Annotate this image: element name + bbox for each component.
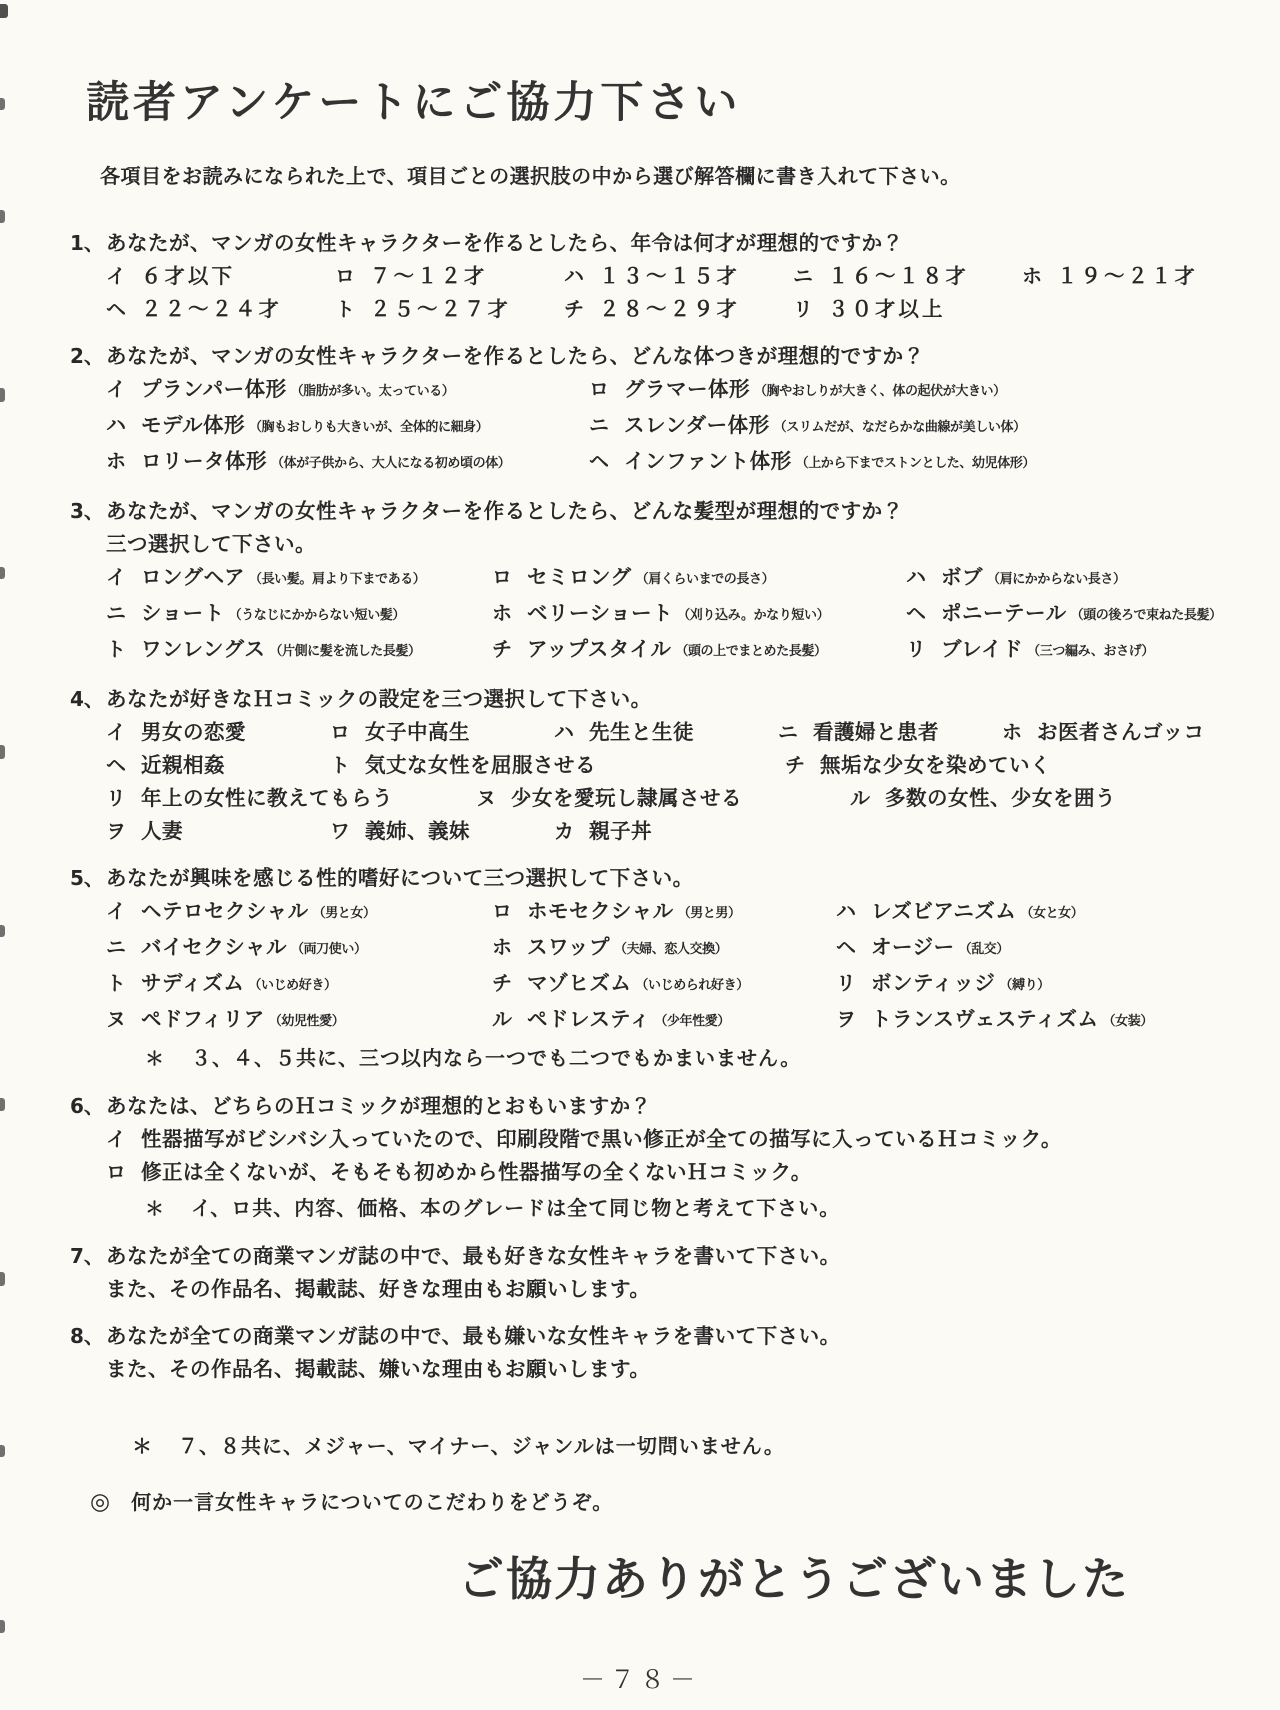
option-key: リ	[906, 636, 926, 661]
option-label: スレンダー体形	[624, 412, 770, 437]
option-ロ	[330, 716, 554, 749]
question-8	[70, 1320, 1225, 1386]
double-circle-marker: ◎	[90, 1488, 111, 1515]
option-ロ	[589, 373, 1024, 409]
option-label: 人妻	[141, 818, 183, 843]
option-key: ホ	[106, 448, 126, 473]
option-ロ	[492, 561, 906, 597]
option-label: インファント体形	[624, 448, 792, 473]
option-ト	[330, 749, 785, 782]
option-ハ	[906, 561, 1144, 597]
option-ホ	[492, 931, 836, 967]
option-annotation: （女と女）	[1020, 905, 1084, 921]
option-イ	[106, 716, 330, 749]
option-annotation: （男と女）	[312, 905, 376, 921]
option-key: ト	[106, 970, 126, 995]
question-number: 7、	[70, 1243, 104, 1268]
question-6	[70, 1090, 1225, 1226]
option-label: ７～１２才	[370, 263, 488, 288]
option-row	[106, 260, 1225, 293]
question-text: あなたが、マンガの女性キャラクターを作るとしたら、どんな髪型が理想的ですか？	[106, 498, 904, 523]
option-key: チ	[564, 296, 584, 321]
option-label: ホモセクシャル	[527, 898, 674, 923]
option-key: ヲ	[836, 1006, 856, 1031]
option-annotation: （脂肪が多い。太っている）	[290, 383, 455, 399]
option-key: ヘ	[836, 934, 856, 959]
option-annotation: （少年性愛）	[654, 1013, 730, 1029]
option-label: 女子中高生	[365, 719, 470, 744]
option-ハ	[554, 716, 778, 749]
question-subtext: 三つ選択して下さい。	[106, 531, 316, 556]
scan-speck	[0, 1098, 5, 1111]
option-ヘ	[106, 749, 330, 782]
question-number: 4、	[70, 686, 104, 711]
option-row	[106, 1156, 1225, 1189]
option-label: 先生と生徒	[589, 719, 694, 744]
option-label: ２５～２７才	[370, 296, 511, 321]
scan-speck	[0, 1620, 5, 1633]
option-key: ヌ	[106, 1006, 126, 1031]
scan-speck	[0, 567, 5, 579]
question-text: あなたが全ての商業マンガ誌の中で、最も嫌いな女性キャラを書いて下さい。	[106, 1323, 841, 1348]
scan-speck	[0, 210, 5, 223]
question-1	[70, 227, 1225, 326]
option-label: 少女を愛玩し隷属させる	[511, 785, 742, 810]
option-label: 近親相姦	[141, 752, 225, 777]
option-annotation: （いじめられ好き）	[635, 977, 749, 993]
option-label: 無垢な少女を染めていく	[820, 752, 1051, 777]
question-number: 5、	[70, 865, 104, 890]
option-label: セミロング	[527, 564, 632, 589]
option-label: ポニーテール	[941, 600, 1067, 625]
scan-speck	[0, 388, 5, 402]
option-label: ２２～２４才	[141, 296, 282, 321]
option-annotation: （縛り）	[999, 977, 1050, 993]
option-label: 男女の恋愛	[141, 719, 246, 744]
option-label: 性器描写がビシバシ入っていたので、印刷段階で黒い修正が全ての描写に入っているＨコミック。	[141, 1126, 1062, 1151]
question-number: 2、	[70, 343, 104, 368]
option-annotation: （三つ編み、おさげ）	[1027, 643, 1154, 659]
option-label: オージー	[871, 934, 955, 959]
option-label: スワップ	[527, 934, 610, 959]
option-annotation: （胸やおしりが大きく、体の起伏が大きい）	[754, 383, 1006, 399]
question-footnote	[145, 1042, 1225, 1076]
option-label: 親子丼	[589, 818, 652, 843]
option-ル	[492, 1003, 836, 1039]
option-label: １９～２１才	[1057, 263, 1198, 288]
question-text: あなたが全ての商業マンガ誌の中で、最も好きな女性キャラを書いて下さい。	[106, 1243, 841, 1268]
asterisk-marker: ＊	[145, 1047, 165, 1070]
option-key: チ	[492, 636, 512, 661]
option-チ	[564, 293, 793, 326]
option-リ	[793, 293, 964, 326]
option-label: 義姉、義妹	[365, 818, 470, 843]
option-annotation: （男と男）	[677, 905, 741, 921]
option-ニ	[106, 597, 492, 633]
option-label: グラマー体形	[624, 376, 750, 401]
option-key: ト	[106, 636, 126, 661]
question-number: 3、	[70, 498, 104, 523]
option-key: イ	[106, 898, 126, 923]
question-number: 1、	[70, 230, 104, 255]
option-ロ	[492, 895, 836, 931]
page-number: －７８－	[579, 1665, 700, 1694]
option-ホ	[1002, 716, 1223, 749]
option-key: ロ	[589, 376, 609, 401]
option-key: ヘ	[589, 448, 609, 473]
option-label: トランスヴェスティズム	[871, 1006, 1099, 1031]
question-text: あなたが、マンガの女性キャラクターを作るとしたら、どんな体つきが理想的ですか？	[106, 343, 925, 368]
option-ヘ	[589, 445, 1053, 481]
option-ハ	[564, 260, 793, 293]
option-ロ	[106, 1156, 830, 1189]
option-key: ト	[330, 752, 350, 777]
option-イ	[106, 561, 492, 597]
option-label: レズビアニズム	[871, 898, 1017, 923]
option-key: ハ	[554, 719, 574, 744]
page-title: 読者アンケートにご協力下さい	[86, 78, 742, 128]
option-label: 看護婦と患者	[813, 719, 939, 744]
option-key: ハ	[564, 263, 584, 288]
option-ヌ	[476, 782, 850, 815]
option-ニ	[793, 260, 1022, 293]
option-ヘ	[836, 931, 1027, 967]
question-heading	[70, 227, 1225, 260]
option-ワ	[330, 815, 554, 848]
footnote-text: ３、４、５共に、三つ以内なら一つでも二つでもかまいません。	[191, 1045, 802, 1070]
option-label: モデル体形	[141, 412, 245, 437]
option-key: ル	[850, 785, 870, 810]
asterisk-marker: ＊	[132, 1433, 152, 1458]
option-annotation: （スリムだが、なだらかな曲線が美しい体）	[773, 419, 1026, 435]
option-ヲ	[106, 815, 330, 848]
option-ニ	[589, 409, 1044, 445]
option-ハ	[106, 409, 589, 445]
question-4	[70, 683, 1225, 848]
option-row	[106, 597, 1225, 633]
option-key: ホ	[1002, 719, 1022, 744]
option-key: ロ	[492, 898, 512, 923]
option-row	[106, 1123, 1225, 1156]
option-イ	[106, 373, 589, 409]
option-annotation: （両刀使い）	[290, 941, 367, 957]
closing-note-2	[90, 1486, 1225, 1515]
scan-speck	[0, 1272, 5, 1286]
option-ヘ	[106, 293, 335, 326]
option-key: イ	[106, 1126, 126, 1151]
scan-speck	[0, 1445, 5, 1457]
closing-note-1	[132, 1430, 1225, 1459]
question-text: あなたは、どちらのＨコミックが理想的とおもいますか？	[106, 1093, 652, 1118]
option-annotation: （肩くらいまでの長さ）	[635, 571, 775, 587]
option-annotation: （頭の上でまとめた長髪）	[675, 643, 827, 659]
option-label: ショート	[141, 600, 225, 625]
option-annotation: （いじめ好き）	[248, 977, 337, 993]
option-key: ロ	[492, 564, 512, 589]
option-row	[106, 931, 1225, 967]
option-key: ニ	[778, 719, 798, 744]
option-ロ	[335, 260, 564, 293]
option-key: ニ	[589, 412, 609, 437]
scan-speck	[0, 925, 5, 937]
option-イ	[106, 895, 492, 931]
option-label: ロングヘア	[141, 564, 245, 589]
option-ト	[106, 633, 492, 669]
option-row	[106, 1003, 1225, 1039]
option-row	[106, 749, 1225, 782]
option-label: ボンティッジ	[871, 970, 996, 995]
question-heading	[70, 495, 1225, 528]
option-key: ヘ	[106, 296, 126, 321]
question-subtext: また、その作品名、掲載誌、嫌いな理由もお願いします。	[106, 1356, 651, 1381]
option-key: ハ	[106, 412, 126, 437]
option-チ	[492, 967, 836, 1003]
question-footnote	[145, 1192, 1225, 1226]
option-key: イ	[106, 263, 126, 288]
option-key: ホ	[492, 600, 512, 625]
option-label: ２８～２９才	[599, 296, 740, 321]
option-ヲ	[836, 1003, 1171, 1039]
option-annotation: （女装）	[1102, 1013, 1153, 1029]
option-label: ペドフィリア	[141, 1006, 265, 1031]
option-key: カ	[554, 818, 574, 843]
option-label: 気丈な女性を屈服させる	[365, 752, 596, 777]
option-カ	[554, 815, 670, 848]
option-row	[106, 561, 1225, 597]
option-key: ヲ	[106, 818, 126, 843]
question-text: あなたが好きなＨコミックの設定を三つ選択して下さい。	[106, 686, 652, 711]
option-label: ３０才以上	[828, 296, 946, 321]
option-key: ヘ	[106, 752, 126, 777]
option-key: ホ	[492, 934, 512, 959]
option-key: チ	[785, 752, 805, 777]
question-heading	[70, 1090, 1225, 1123]
option-annotation: （体が子供から、大人になる初め頃の体）	[271, 455, 511, 471]
option-key: ヌ	[476, 785, 496, 810]
asterisk-marker: ＊	[145, 1197, 165, 1220]
question-heading	[70, 683, 1225, 716]
option-key: チ	[492, 970, 512, 995]
option-key: ト	[335, 296, 355, 321]
option-row	[106, 373, 1225, 409]
option-annotation: （幼児性愛）	[268, 1013, 345, 1029]
option-ホ	[106, 445, 589, 481]
option-key: ロ	[335, 263, 355, 288]
option-ト	[106, 967, 492, 1003]
option-label: ペドレスティ	[527, 1006, 651, 1031]
option-label: アップスタイル	[527, 636, 672, 661]
option-label: ヘテロセクシャル	[141, 898, 309, 923]
option-イ	[106, 1123, 1080, 1156]
question-heading	[70, 1320, 1225, 1353]
option-key: ロ	[330, 719, 350, 744]
option-key: ロ	[106, 1159, 126, 1184]
option-key: ワ	[330, 818, 350, 843]
closing-notes-container	[70, 1430, 1225, 1515]
questions-container	[70, 227, 1225, 1386]
option-ハ	[836, 895, 1101, 931]
option-label: ブレイド	[941, 636, 1024, 661]
option-annotation: （片側に髪を流した長髪）	[269, 643, 421, 659]
option-row	[106, 293, 1225, 326]
option-label: １３～１５才	[599, 263, 740, 288]
option-ホ	[492, 597, 906, 633]
question-text: あなたが、マンガの女性キャラクターを作るとしたら、年令は何才が理想的ですか？	[106, 230, 904, 255]
option-label: 多数の女性、少女を囲う	[885, 785, 1116, 810]
option-row	[106, 895, 1225, 931]
option-label: マゾヒズム	[527, 970, 632, 995]
option-annotation: （長い髪。肩より下まである）	[248, 571, 426, 587]
instructions-text: 各項目をお読みになられた上で、項目ごとの選択肢の中から選び解答欄に書き入れて下さい。	[100, 163, 961, 188]
option-label: ワンレングス	[141, 636, 266, 661]
option-annotation: （うなじにかからない短い髪）	[228, 607, 405, 623]
option-row	[106, 815, 1225, 848]
question-number: 6、	[70, 1093, 104, 1118]
option-label: ベリーショート	[527, 600, 674, 625]
option-リ	[906, 633, 1172, 669]
option-key: ハ	[836, 898, 856, 923]
option-row	[106, 633, 1225, 669]
option-ホ	[1022, 260, 1216, 293]
question-2	[70, 340, 1225, 481]
option-annotation: （肩にかからない長さ）	[987, 571, 1126, 587]
option-label: プランパー体形	[141, 376, 287, 401]
question-3	[70, 495, 1225, 669]
question-text: あなたが興味を感じる性的嗜好について三つ選択して下さい。	[106, 865, 694, 890]
option-key: ハ	[906, 564, 926, 589]
option-row	[106, 716, 1225, 749]
option-row	[106, 967, 1225, 1003]
option-イ	[106, 260, 335, 293]
option-row	[106, 445, 1225, 481]
closing-note-text: 何か一言女性キャラについてのこだわりをどうぞ。	[131, 1489, 614, 1514]
question-number: 8、	[70, 1323, 104, 1348]
option-key: ニ	[106, 600, 126, 625]
footnote-text: イ、ロ共、内容、価格、本のグレードは全て同じ物と考えて下さい。	[191, 1195, 841, 1220]
option-label: お医者さんゴッコ	[1037, 719, 1205, 744]
closing-message: ご協力ありがとうございました	[458, 1551, 1130, 1606]
question-heading	[70, 340, 1225, 373]
option-label: サディズム	[141, 970, 245, 995]
question-heading	[70, 862, 1225, 895]
option-チ	[492, 633, 906, 669]
option-key: ニ	[793, 263, 813, 288]
option-ト	[335, 293, 564, 326]
option-ニ	[778, 716, 1002, 749]
option-key: ニ	[106, 934, 126, 959]
option-label: ６才以下	[141, 263, 235, 288]
option-row	[106, 409, 1225, 445]
option-ル	[850, 782, 1134, 815]
option-key: ル	[492, 1006, 512, 1031]
option-key: イ	[106, 719, 126, 744]
question-heading	[70, 1240, 1225, 1273]
question-subtext: また、その作品名、掲載誌、好きな理由もお願いします。	[106, 1276, 651, 1301]
option-label: 修正は全くないが、そもそも初めから性器描写の全くないＨコミック。	[141, 1159, 812, 1184]
option-チ	[785, 749, 1069, 782]
option-label: １６～１８才	[828, 263, 969, 288]
option-annotation: （乱交）	[958, 941, 1009, 957]
option-key: イ	[106, 376, 126, 401]
question-5	[70, 862, 1225, 1076]
option-key: イ	[106, 564, 126, 589]
option-annotation: （頭の後ろで束ねた長髪）	[1070, 607, 1222, 623]
option-label: ボブ	[941, 564, 983, 589]
option-label: 年上の女性に教えてもらう	[141, 785, 393, 810]
scan-speck	[0, 98, 5, 110]
option-ヘ	[906, 597, 1240, 633]
option-key: リ	[793, 296, 813, 321]
option-リ	[106, 782, 476, 815]
closing-note-text: ７、８共に、メジャー、マイナー、ジャンルは一切問いません。	[178, 1433, 785, 1458]
option-annotation: （胸もおしりも大きいが、全体的に細身）	[248, 419, 489, 435]
scan-speck	[0, 745, 5, 759]
option-label: バイセクシャル	[141, 934, 287, 959]
option-key: リ	[106, 785, 126, 810]
question-7	[70, 1240, 1225, 1306]
option-key: リ	[836, 970, 856, 995]
option-key: ホ	[1022, 263, 1042, 288]
option-label: ロリータ体形	[141, 448, 267, 473]
option-key: ヘ	[906, 600, 926, 625]
option-annotation: （刈り込み。かなり短い）	[677, 607, 830, 623]
option-annotation: （夫婦、恋人交換）	[613, 941, 728, 957]
option-annotation: （上から下までストンとした、幼児体形）	[795, 455, 1035, 471]
option-リ	[836, 967, 1068, 1003]
option-row	[106, 782, 1225, 815]
option-ヌ	[106, 1003, 492, 1039]
option-ニ	[106, 931, 492, 967]
scan-speck	[0, 4, 8, 18]
